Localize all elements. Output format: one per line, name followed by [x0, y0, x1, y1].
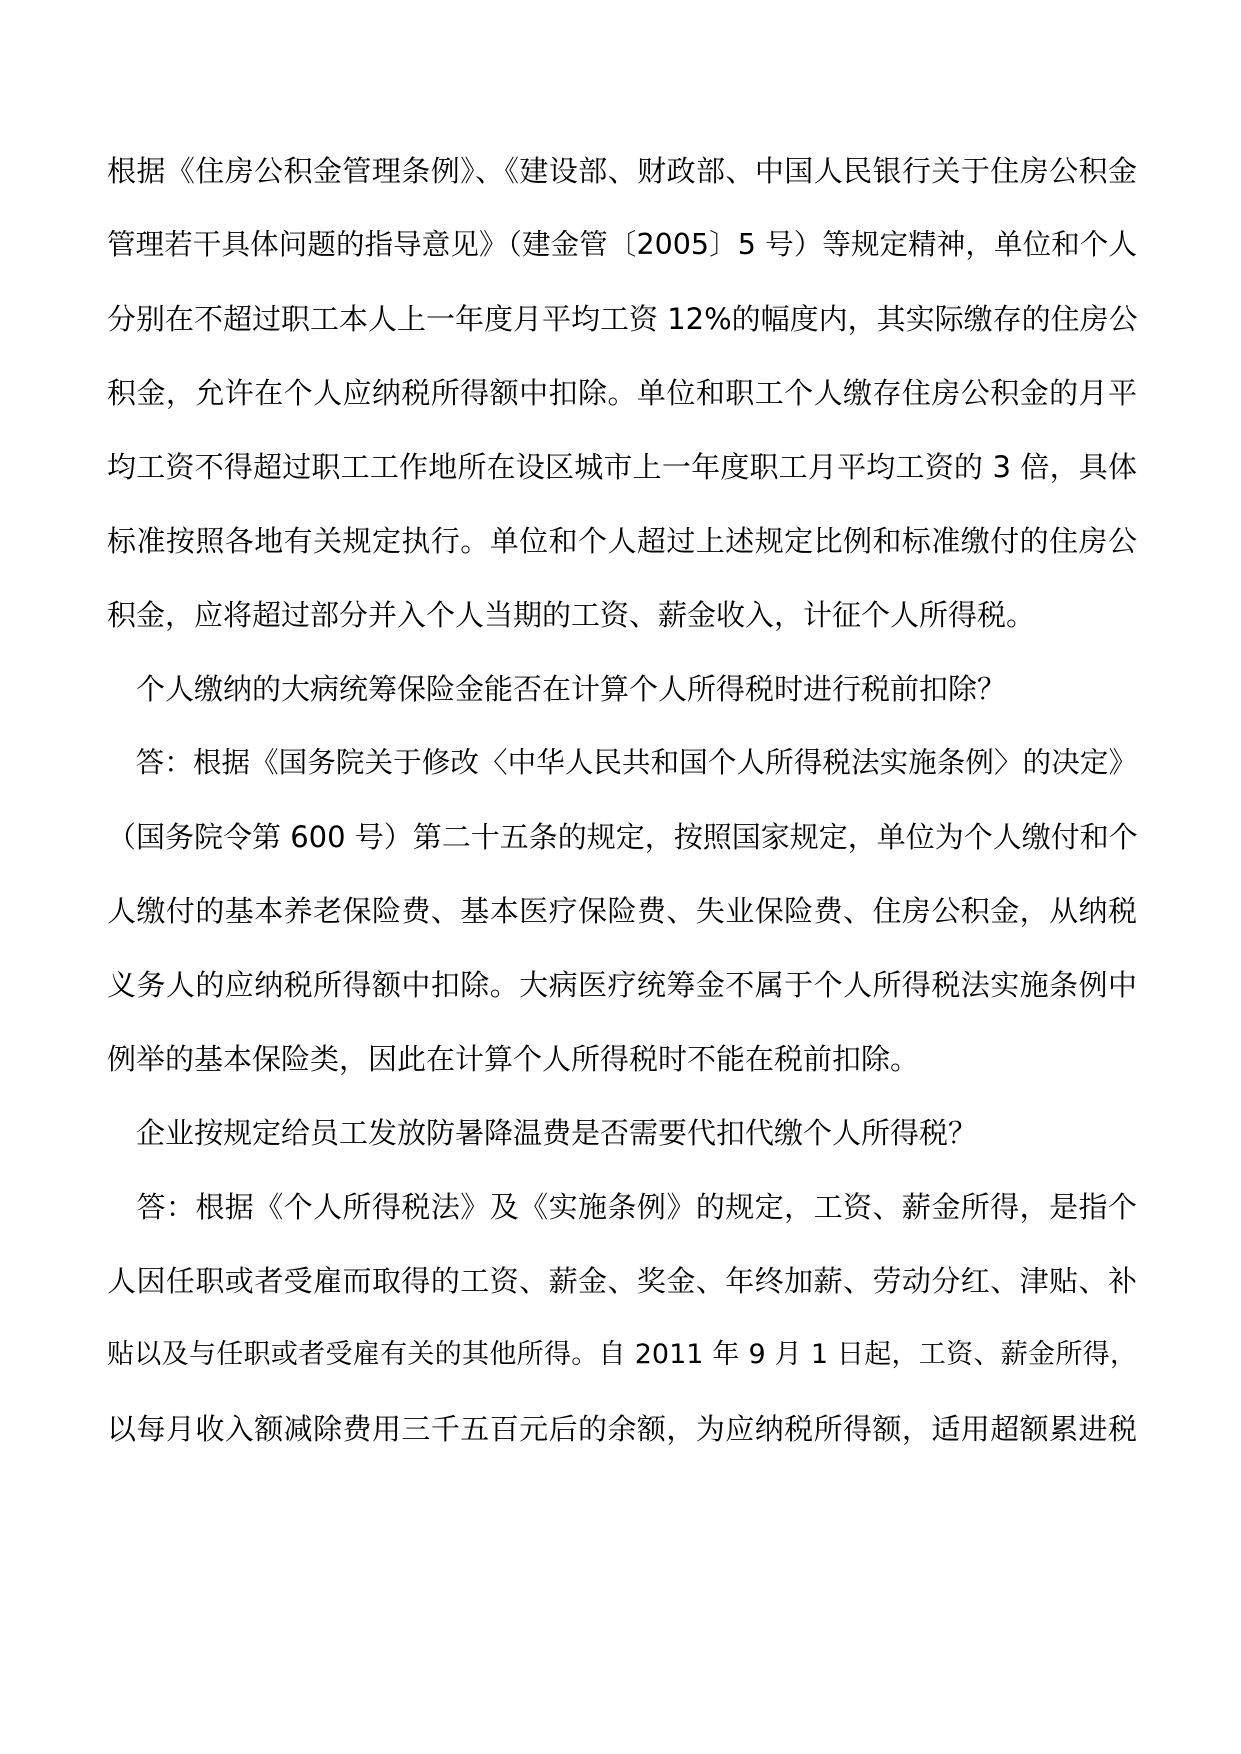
text-line: 义务人的应纳税所得额中扣除。大病医疗统筹金不属于个人所得税法实施条例中: [107, 968, 1137, 1002]
answer-line: 答：根据《个人所得税法》及《实施条例》的规定，工资、薪金所得，是指个: [107, 1190, 1137, 1224]
text-line: 人缴付的基本养老保险费、基本医疗保险费、失业保险费、住房公积金，从纳税: [107, 894, 1137, 928]
text-line: 例举的基本保险类，因此在计算个人所得税时不能在税前扣除。: [107, 1042, 920, 1076]
question-line: 企业按规定给员工发放防暑降温费是否需要代扣代缴个人所得税？: [107, 1116, 978, 1150]
text-line: 以每月收入额减除费用三千五百元后的余额，为应纳税所得额，适用超额累进税: [107, 1412, 1137, 1446]
text-line: 积金，允许在个人应纳税所得额中扣除。单位和职工个人缴存住房公积金的月平: [107, 376, 1137, 410]
text-line: （国务院令第 600 号）第二十五条的规定，按照国家规定，单位为个人缴付和个: [107, 820, 1138, 854]
text-line: 标准按照各地有关规定执行。单位和个人超过上述规定比例和标准缴付的住房公: [107, 524, 1137, 558]
text-line: 管理若干具体问题的指导意见》（建金管〔2005〕5 号）等规定精神，单位和个人: [107, 228, 1137, 261]
text-line: 贴以及与任职或者受雇有关的其他所得。自 2011 年 9 月 1 日起，工资、薪金所得，: [107, 1339, 1137, 1370]
text-line: 分别在不超过职工本人上一年度月平均工资 12%的幅度内，其实际缴存的住房公: [107, 302, 1138, 336]
text-line: 人因任职或者受雇而取得的工资、薪金、奖金、年终加薪、劳动分红、津贴、补: [107, 1264, 1137, 1298]
text-line: 积金，应将超过部分并入个人当期的工资、薪金收入，计征个人所得税。: [107, 598, 1036, 632]
question-line: 个人缴纳的大病统筹保险金能否在计算个人所得税时进行税前扣除？: [107, 672, 1007, 706]
text-line: 均工资不得超过职工工作地所在设区城市上一年度职工月平均工资的 3 倍，具体: [107, 450, 1137, 484]
answer-line: 答：根据《国务院关于修改〈中华人民共和国个人所得税法实施条例〉的决定》: [107, 746, 1137, 779]
text-line: 根据《住房公积金管理条例》、《建设部、财政部、中国人民银行关于住房公积金: [107, 154, 1137, 188]
